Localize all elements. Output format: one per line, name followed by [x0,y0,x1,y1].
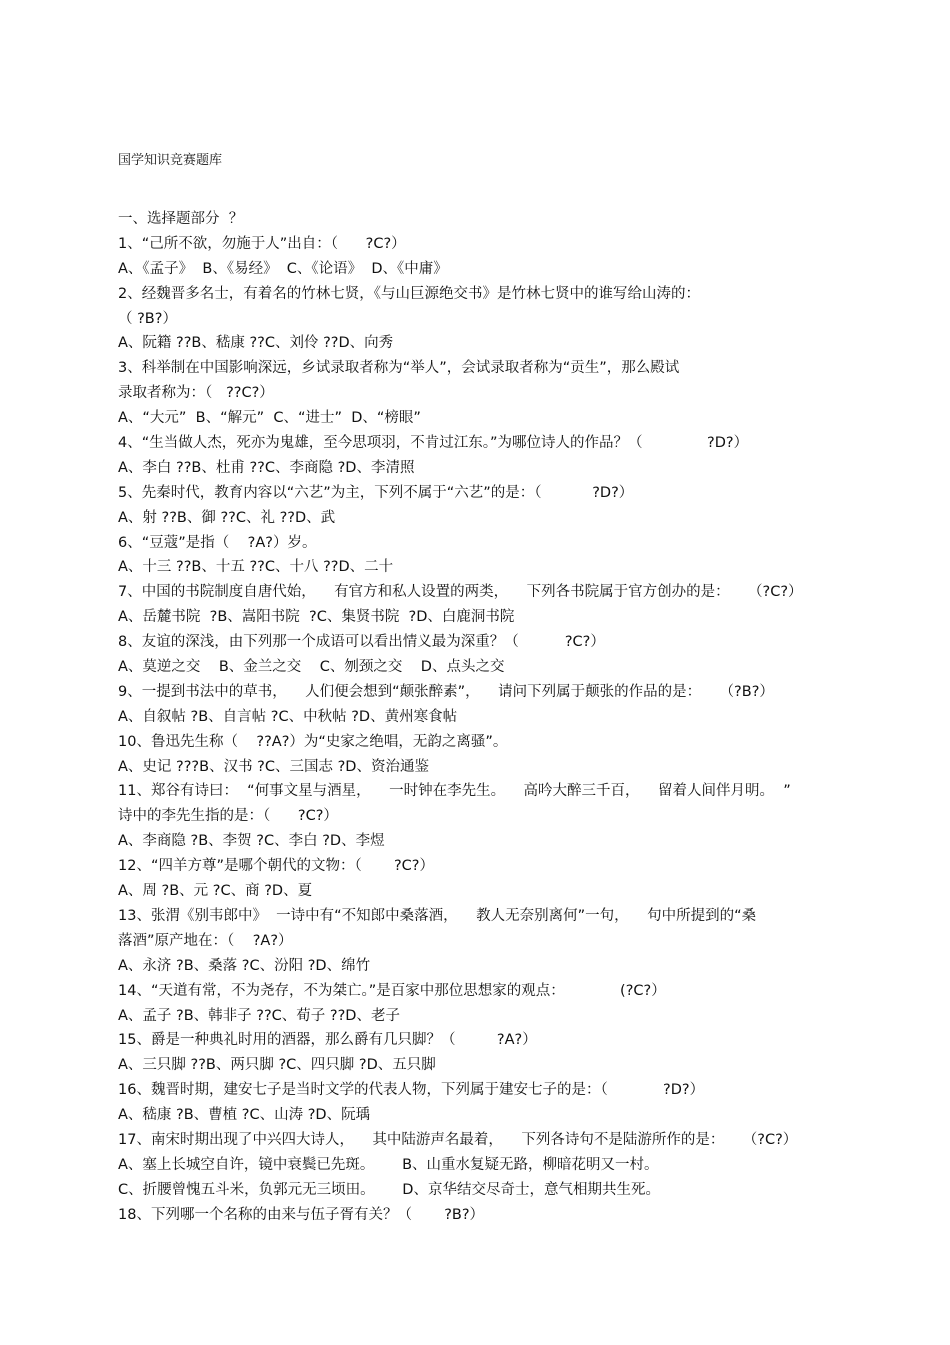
question-15: 15、爵是一种典礼时用的酒器，那么爵有几只脚？（ ?A?） [118,1032,537,1049]
question-15-options: A、三只脚 ??B、两只脚 ?C、四只脚 ?D、五只脚 [118,1057,436,1074]
question-7: 7、中国的书院制度自唐代始， 有官方和私人设置的两类， 下列各书院属于官方创办的是： （?C?） [118,584,803,601]
question-17: 17、南宋时期出现了中兴四大诗人， 其中陆游声名最着， 下列各诗句不是陆游所作的是： （?C?） [118,1131,798,1148]
question-9: 9、一提到书法中的草书， 人们便会想到“颠张醉素”， 请问下列属于颠张的作品的是： （?B?） [118,683,774,700]
question-14: 14、“天道有常，不为尧存，不为桀亡。”是百家中那位思想家的观点： (?C?） [118,982,666,999]
question-8: 8、友谊的深浅，由下列那一个成语可以看出情义最为深重？（ ?C?） [118,634,605,651]
question-18: 18、下列哪一个名称的由来与伍子胥有关？（ ?B?） [118,1206,485,1223]
question-4-options: A、李白 ??B、杜甫 ??C、李商隐 ?D、李清照 [118,459,415,476]
question-list [118,207,838,1228]
question-5-options: A、射 ??B、御 ??C、礼 ??D、武 [118,509,336,526]
question-7-options: A、岳麓书院 ?B、嵩阳书院 ?C、集贤书院 ?D、白鹿洞书院 [118,609,515,626]
question-13-options: A、永济 ?B、桑落 ?C、汾阳 ?D、绵竹 [118,957,371,974]
question-17-options-ab: A、塞上长城空自许，镜中衰鬓已先斑。 B、山重水复疑无路，柳暗花明又一村。 [118,1156,659,1173]
question-1-options: A、《孟子》 B、《易经》 C、《论语》 D、《中庸》 [118,260,448,277]
question-2-options: A、阮籍 ??B、嵇康 ??C、刘伶 ??D、向秀 [118,335,394,352]
question-12: 12、“四羊方尊”是哪个朝代的文物：（ ?C?） [118,858,435,875]
question-4: 4、“生当做人杰，死亦为鬼雄，至今思项羽，不肯过江东。”为哪位诗人的作品？（ ?D?） [118,435,749,452]
question-6-options: A、十三 ??B、十五 ??C、十八 ??D、二十 [118,559,394,576]
question-16: 16、魏晋时期，建安七子是当时文学的代表人物，下列属于建安七子的是：（ ?D?） [118,1082,705,1099]
question-8-options: A、莫逆之交 B、金兰之交 C、刎颈之交 D、点头之交 [118,659,505,676]
question-11-options: A、李商隐 ?B、李贺 ?C、李白 ?D、李煜 [118,833,385,850]
question-16-options: A、嵇康 ?B、曹植 ?C、山涛 ?D、阮瑀 [118,1107,371,1124]
question-13-continued: 落酒”原产地在：（ ?A?） [118,932,293,949]
question-6: 6、“豆蔻”是指（ ?A?）岁。 [118,534,317,551]
question-2: 2、经魏晋多名士，有着名的竹林七贤，《与山巨源绝交书》是竹林七贤中的谁写给山涛的： [118,285,700,302]
question-14-options: A、孟子 ?B、韩非子 ??C、荀子 ??D、老子 [118,1007,400,1024]
question-10: 10、鲁迅先生称（ ??A?）为“史家之绝唱，无韵之离骚”。 [118,733,508,750]
question-13: 13、张渭《别韦郎中》 一诗中有“不知郎中桑落酒， 教人无奈别离何”一句， 句中所提到的“桑 [118,907,757,924]
question-9-options: A、自叙帖 ?B、自言帖 ?C、中秋帖 ?D、黄州寒食帖 [118,708,458,725]
question-1: 1、“己所不欲，勿施于人”出自：（ ?C?） [118,235,406,252]
section-heading: 一、选择题部分 ？ [118,211,244,227]
question-3-continued: 录取者称为：（ ??C?） [118,385,274,402]
document-title: 国学知识竞赛题库 [118,153,223,168]
question-5: 5、先秦时代，教育内容以“六艺”为主，下列不属于“六艺”的是：（ ?D?） [118,484,634,501]
question-11-continued: 诗中的李先生指的是：（ ?C?） [118,808,338,825]
question-3: 3、科举制在中国影响深远，乡试录取者称为“举人”，会试录取者称为“贡生”，那么殿试 [118,360,680,377]
question-11: 11、郑谷有诗曰： “何事文星与酒星， 一时钟在李先生。 高吟大醉三千百， 留着人间伴月明。 ” [118,783,791,800]
question-12-options: A、周 ?B、元 ?C、商 ?D、夏 [118,883,313,900]
question-2-answer: （ ?B?） [118,310,177,327]
question-3-options: A、“大元” B、“解元” C、“进士” D、“榜眼” [118,410,421,427]
question-17-options-cd: C、折腰曾愧五斗米，负郭元无三顷田。 D、京华结交尽奇士，意气相期共生死。 [118,1181,660,1198]
question-10-options: A、史记 ???B、汉书 ?C、三国志 ?D、资治通鉴 [118,758,429,775]
